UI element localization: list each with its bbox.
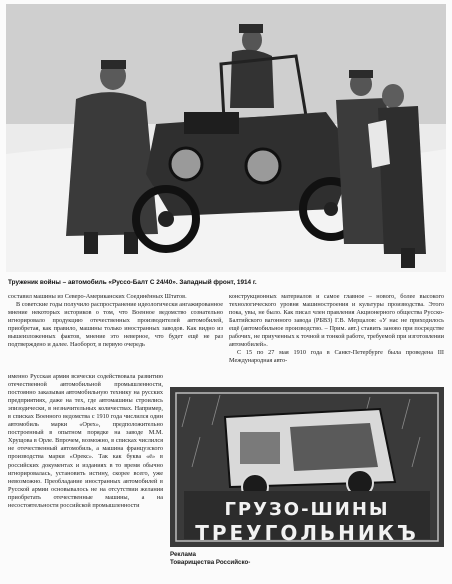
- left-paragraph-2: В советские годы получило распространение идеологически ангажированное мнение некоторых историков о том, что Военное ведомство сознательно игнорировало продукцию отечественных производителей автомобилей, приобретая, как правило, машины только иностранных заводов. Как видно из вышеизложенных фактов, мнение это неверное, что будет ещё не раз подтверждено и далее. Наоборот, в первую очередь: [8, 301, 223, 349]
- ad-caption: [170, 551, 444, 567]
- photo-caption: Труженик войны – автомобиль «Руссо-Балт С 24/40». Западный фронт, 1914 г.: [8, 279, 257, 286]
- right-column: [229, 293, 444, 365]
- photo-illustration: [6, 4, 446, 272]
- right-paragraph-1: конструкционных материалов и самое главное – нового, более высокого технологического уровня машиностроения и культуры производства. Этого пока, увы, не было. Как писал член правления Акционерного общества Русско-Балтийского вагонного завода (РБВЗ) Г.В. Мерцалов: «У нас не приходилось ещё (автомобильное производство. – Прим. авт.) ставить заново при посредстве рабочих, не приученных к точной и тонкой работе, требуемой при изготовлении автомобилей».: [229, 293, 444, 349]
- ad-caption-title: Реклама: [170, 551, 196, 558]
- war-photo: [6, 4, 446, 272]
- poster-headline: ГРУЗО-ШИНЫ: [224, 499, 390, 520]
- left-paragraph-3: именно Русская армия всячески содействовала развитию отечественной автомобильной промышленности, постоянно заказывая автомобильную технику на русских предприятиях, даже на тех, где автомашины строились эпизодически, в незначительных количествах. Например, в списках Военного ведомства с 1910 года числился один автомобиль марки «Орех», предположительно построенный в опытном порядке на заводе М.М. Хрущова в Орле. Впрочем, возможно, в списках числился не отечественный автомобиль, а машина французского производства марки «Орекс». Так как буква «ё» в российских документах и изданиях в то время обычно игнорировалась, установить истину, скорее всего, уже невозможно. Преобладание иностранных автомобилей в Русской армии основывалось не на отсутствии желания приобретать отечественные машины, а на несостоятельности российской промышленности: [8, 373, 163, 509]
- right-paragraph-2: С 15 по 27 мая 1910 года в Санкт-Петербурге была проведена III Международная авто-: [229, 349, 444, 365]
- left-column: [8, 293, 223, 349]
- left-column-narrow: [8, 373, 163, 510]
- poster-brand: ТРЕУГОЛЬНИКЪ: [195, 521, 419, 545]
- left-paragraph-1: составил машины из Северо-Американских Соединённых Штатов.: [8, 293, 187, 300]
- ad-caption-subtitle: Товарищества Российско-: [170, 559, 251, 566]
- advertisement-poster: [170, 387, 444, 547]
